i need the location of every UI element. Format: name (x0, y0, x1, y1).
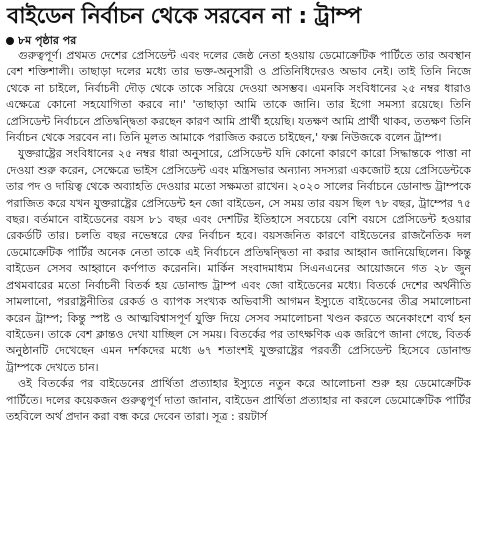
bullet-dot-icon (6, 37, 14, 45)
article-headline: বাইডেন নির্বাচন থেকে সরবেন না : ট্রাম্প (7, 4, 362, 29)
article-paragraph-2: যুক্তরাষ্ট্রের সংবিধানের ২৫ নম্বর ধারা অনুসারে, প্রেসিডেন্ট যদি কোনো কারণে কারো সিদ্ধান্তকে পাত্তা না দেওয়া শুরু করেন, সেক্ষেত্রে ভাইস প্রেসিডেন্ট এবং মন্ত্রিসভার অন্যান্য সদস্যরা একজোট হয়ে প্রেসিডেন্টকে তার পদ ও দায়িত্ব থেকে অব্যাহতি দেওয়ার মতো সক্ষমতা রাখেন। ২০২০ সালের নির্বাচনে ডোনাল্ড ট্রাম্পকে পরাজিত করে যখন যুক্তরাষ্ট্রের প্রেসিডেন্ট হন জো বাইডেন, সে সময় তার বয়স ছিল ৭৮ বছর, ট্রাম্পের ৭৫ বছর। বর্তমানে বাইডেনের বয়স ৮১ বছর এবং দেশটির ইতিহাসে সবচেয়ে বেশি বয়সে প্রেসিডেন্ট হওয়ার রেকর্ডটি তার। চলতি বছর নভেম্বরে ফের নির্বাচন হবে। বয়সজনিত কারণে বাইডেনের রাজনৈতিক দল ডেমোক্রেটিক পার্টির অনেক নেতা তাকে এই নির্বাচনে প্রতিদ্বন্দ্বিতা না করার আহ্বান জানিয়েছিলেন। কিন্তু বাইডেন সেসব আহ্বানে কর্ণপাত করেননি। মার্কিন সংবাদমাধ্যম সিএনএনের আয়োজনে গত ২৮ জুন প্রথমবারের মতো নির্বাচনী বিতর্ক হয় ডোনাল্ড ট্রাম্প এবং জো বাইডেনের মধ্যে। বিতর্কে দেশের অর্থনীতি সামলানো, পররাষ্ট্রনীতির রেকর্ড ও ব্যাপক সংখ্যক অভিবাসী আগমন ইস্যুতে বাইডেনের তীব্র সমালোচনা করেন ট্রাম্প; কিন্তু স্পষ্ট ও আত্মবিশ্বাসপূর্ণ যুক্তি দিয়ে সেসব সমালোচনা খণ্ডন করতে অনেকাংশে ব্যর্থ হন বাইডেন। তাকে বেশ ক্লান্তও দেখা যাচ্ছিল সে সময়। বিতর্কের পর তাৎক্ষণিক এক জরিপে জানা গেছে, বিতর্ক অনুষ্ঠানটি দেখেছেন এমন দর্শকদের মধ্যে ৬৭ শতাংশই যুক্তরাষ্ট্রের পরবর্তী প্রেসিডেন্ট হিসেবে ডোনাল্ড ট্রাম্পকে দেখতে চান। (6, 147, 471, 374)
continued-from-label: ৮ম পৃষ্ঠার পর (18, 34, 77, 47)
article-body (4, 48, 473, 425)
article-paragraph-3: ওই বিতর্কের পর বাইডেনের প্রার্থিতা প্রত্যাহার ইস্যুতে নতুন করে আলোচনা শুরু হয় ডেমোক্রেটিক পার্টিতে। দলের কয়েকজন গুরুত্বপূর্ণ দাতা জানান, বাইডেন প্রার্থিতা প্রত্যাহার না করলে ডেমোক্রেটিক পার্টির তহবিলে অর্থ প্রদান করা বন্ধ করে দেবেন তারা। সূত্র : রয়টার্স (6, 377, 471, 423)
article-paragraph-1: গুরুত্বপূর্ণ। প্রথমত দেশের প্রেসিডেন্ট এবং দলের জেষ্ঠ নেতা হওয়ায় ডেমোক্রেটিক পার্টিতে তার অবস্থান বেশ শক্তিশালী। তাছাড়া দলের মধ্যে তার ভক্ত-অনুসারী ও প্রতিনিধিদেরও অভাব নেই। তাই তিনি নিজে থেকে না চাইলে, নির্বাচনী দৌড় থেকে তাকে সরিয়ে দেওয়া অসম্ভব। এমনকি সংবিধানের ২৫ নম্বর ধারাও এক্ষেত্রে কোনো সহযোগিতা করবে না।' 'তাছাড়া আমি তাকে জানি। তার ইগো সমস্যা রয়েছে। তিনি প্রেসিডেন্ট নির্বাচনে প্রতিদ্বন্দ্বিতা করছেন কারণ আমি প্রার্থী হয়েছি। যতক্ষণ আমি প্রার্থী থাকব, ততক্ষণ তিনি নির্বাচন থেকে সরবেন না। তিনি মূলত আমাকে পরাজিত করতে চাইছেন,' ফক্স নিউজকে বলেন ট্রাম্প। (6, 49, 471, 145)
continued-from-line (6, 34, 473, 48)
